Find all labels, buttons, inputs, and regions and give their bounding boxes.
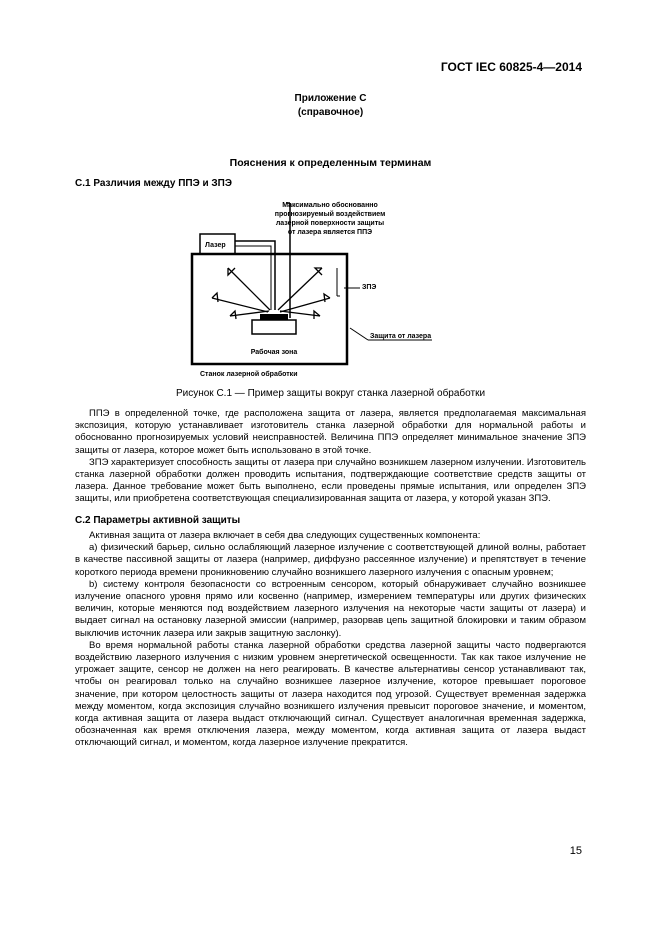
paragraph: а) физический барьер, сильно ослабляющий лазерное излучение с соответствующей длиной волны, работает в качестве пассивной защиты от лазера (например, диффузно рассеянное излучение) и препятствует в течение короткого периода времени проникновению случайно возникшего лазерного излучения с опасным уровнем; <box>75 542 586 578</box>
work-table <box>252 320 296 334</box>
work-zone-label: Рабочая зона <box>250 349 298 356</box>
paragraph: b) систему контроля безопасности со встроенным сенсором, который обнаруживает случайно возникшее излучение опасного уровня прямо или косвенно (например, измерением температуры или других физических величин, которые меняются под воздействием лазерного излучения на некоторые части защиты от лазера) и выдает сигнал на остановку лазерной эмиссии (например, разорвав цепь защитной блокировки и таким образом выключив источник лазера или закрыв защитную заслонку). <box>75 578 586 639</box>
top-label-line3: лазерной поверхности защиты <box>275 220 385 227</box>
beam-path-inner <box>235 246 271 310</box>
guard-label: Защита от лазера <box>370 333 432 340</box>
paragraph: Во время нормальной работы станка лазерной обработки средства лазерной защиты часто подвергаются воздействию лазерного излучения с низким уровнем энергетической освещенности. Так как такое излучение не угрожает защите, сенсор не должен на него реагировать. В качестве альтернативы сенсор устанавливают так, чтобы он реагировал только на случайно возникшее лазерное излучение, которое превышает пороговое значение, при котором целостность защиты от лазера находится под угрозой. Существует временная задержка между моментом, когда экспозиция случайно возникшего излучения превысит пороговое значение, и моментом, когда активная защита от лазера выдаст отключающий сигнал. Существует аналогичная временная задержка, обозначенная как время отключения лазера, между моментом, когда активная защита от лазера выдаст отключающий сигнал, и моментом, когда лазерное излучение прекратится. <box>75 639 586 749</box>
page-number: 15 <box>569 845 582 857</box>
body-text-block-1 <box>75 408 586 506</box>
beam-path <box>235 241 275 310</box>
standard-code: ГОСТ IEC 60825-4—2014 <box>440 60 582 74</box>
top-label-line1: Максимально обоснованно <box>282 202 378 209</box>
machine-label: Станок лазерной обработки <box>200 371 298 378</box>
paragraph: ППЭ в определенной точке, где расположена защита от лазера, является предполагаемая максимальная экспозиция, которую устанавливает изготовитель станка лазерной обработки для нормальной работы и обоснованно прогнозируемых условий неисправностей. Величина ППЭ определяет минимальное значение ЗПЭ защиты от лазера, которое может быть использовано в этой точке. <box>75 408 586 456</box>
laser-guard-diagram <box>170 198 500 382</box>
appendix-heading <box>0 92 661 120</box>
subsection-1-title: С.1 Различия между ППЭ и ЗПЭ <box>75 178 232 189</box>
section-title: Пояснения к определенным терминам <box>229 157 432 169</box>
workpiece <box>260 314 288 320</box>
laser-label: Лазер <box>205 242 226 249</box>
figure-caption: Рисунок С.1 — Пример защиты вокруг станка лазерной обработки <box>175 388 486 399</box>
appendix-title: Приложение С <box>294 93 367 104</box>
paragraph: ЗПЭ характеризует способность защиты от лазера при случайно возникшем лазерном излучении. Изготовитель станка лазерной обработки должен проводить испытания, подтверждающие соответствие средств защиты от лазера. Данное требование может быть выполнено, если проведены прямые испытания, или определен ЗПЭ защиты, или приобретена соответствующая специализированная защита от лазера, у которой указан ЗПЭ. <box>75 456 586 505</box>
zpe-label: ЗПЭ <box>362 284 377 291</box>
body-text-block-2 <box>75 530 586 750</box>
paragraph: Активная защита от лазера включает в себя два следующих существенных компонента: <box>89 530 481 541</box>
top-label-line4: от лазера является ППЭ <box>287 229 373 236</box>
top-label-line2: прогнозируемый воздействием <box>274 211 386 218</box>
subsection-2-title: С.2 Параметры активной защиты <box>75 515 241 526</box>
appendix-note: (справочное) <box>297 107 364 118</box>
guard-pointer-line <box>350 328 368 340</box>
